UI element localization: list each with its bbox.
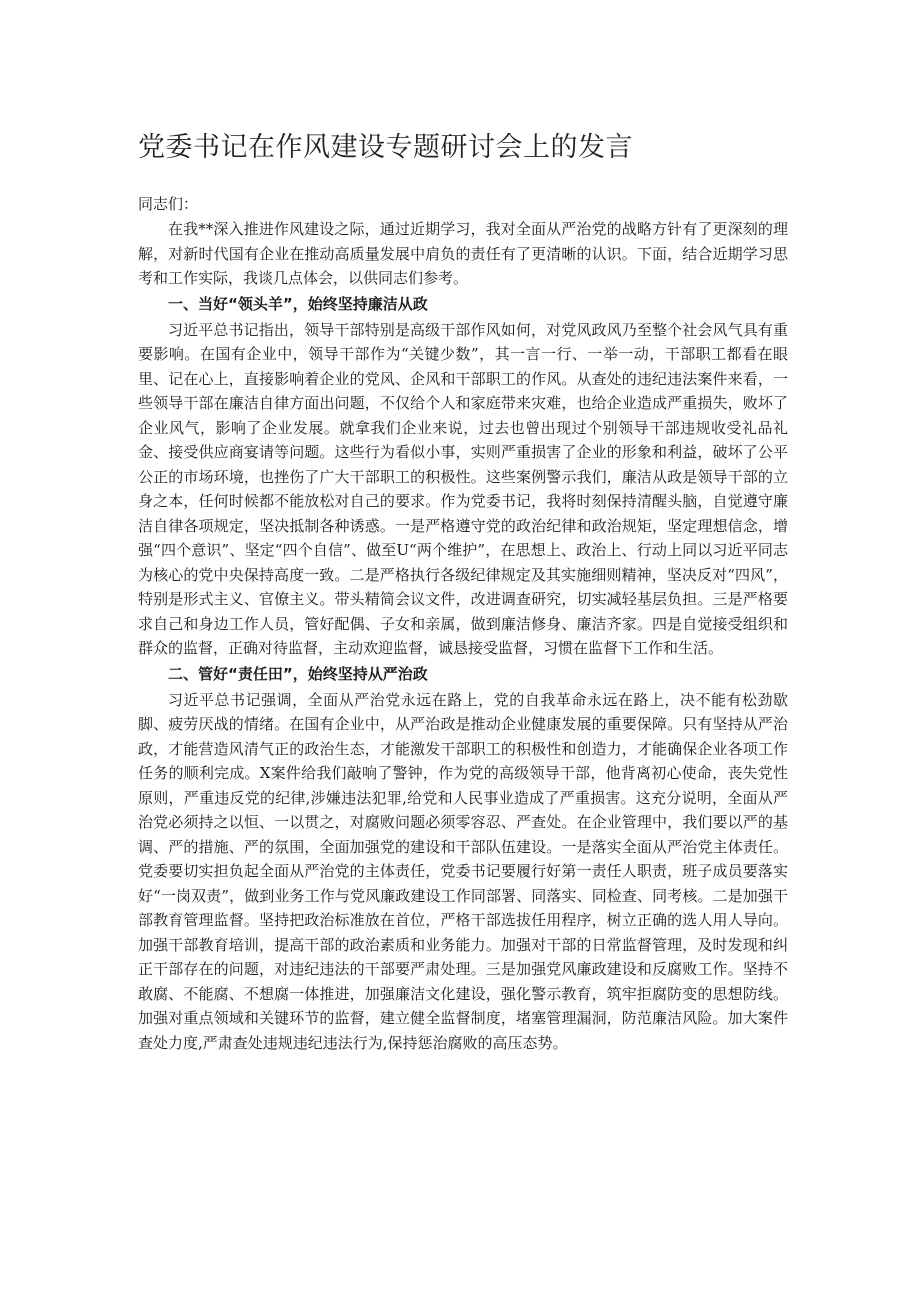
intro-paragraph: 在我**深入推进作风建设之际，通过近期学习，我对全面从严治党的战略方针有了更深刻的理解，对新时代国有企业在推动高质量发展中肩负的责任有了更清晰的认识。下面，结合近期学习思考和工作实际，我谈几点体会，以供同志们参考。 <box>138 220 788 287</box>
document-page <box>138 128 788 1055</box>
salutation: 同志们： <box>138 195 199 213</box>
section-1-heading: 一、当好“领头羊”，始终坚持廉洁从政 <box>168 294 428 313</box>
section-1-body: 习近平总书记指出，领导干部特别是高级干部作风如何，对党风政风乃至整个社会风气具有重要影响。在国有企业中，领导干部作为“关键少数”，其一言一行、一举一动，干部职工都看在眼里、记在心上，直接影响着企业的党风、企风和干部职工的作风。从查处的违纪违法案件来看，一些领导干部在廉洁自律方面出问题，不仅给个人和家庭带来灾难，也给企业造成严重损失，败坏了企业风气，影响了企业发展。就拿我们企业来说，过去也曾出现过个别领导干部违规收受礼品礼金、接受供应商宴请等问题。这些行为看似小事，实则严重损害了企业的形象和利益，破坏了公平公正的市场环境，也挫伤了广大干部职工的积极性。这些案例警示我们，廉洁从政是领导干部的立身之本，任何时候都不能放松对自己的要求。作为党委书记，我将时刻保持清醒头脑，自觉遵守廉洁自律各项规定，坚决抵制各种诱惑。一是严格遵守党的政治纪律和政治规矩，坚定理想信念，增强“四个意识”、坚定“四个自信”、做至U“两个维护”，在思想上、政治上、行动上同以习近平同志为核心的党中央保持高度一致。二是严格执行各级纪律规定及其实施细则精神，坚决反对“四风”，特别是形式主义、官僚主义。带头精简会议文件，改进调查研究，切实减轻基层负担。三是严格要求自己和身边工作人员，管好配偶、子女和亲属，做到廉洁修身、廉洁齐家。四是自觉接受组织和群众的监督，正确对待监督，主动欢迎监督，诚恳接受监督，习惯在监督下工作和生活。 <box>138 320 788 657</box>
section-2-heading: 二、管好“责任田”，始终坚持从严治政 <box>168 664 428 683</box>
section-2-body: 习近平总书记强调，全面从严治党永远在路上，党的自我革命永远在路上，决不能有松劲歇脚、疲劳厌战的情绪。在国有企业中，从严治政是推动企业健康发展的重要保障。只有坚持从严治政，才能营造风清气正的政治生态，才能激发干部职工的积极性和创造力，才能确保企业各项工作任务的顺利完成。X案件给我们敲响了警钟，作为党的高级领导干部，他背离初心使命，丧失党性原则，严重违反党的纪律,涉嫌违法犯罪,给党和人民事业造成了严重损害。这充分说明，全面从严治党必须持之以恒、一以贯之，对腐败问题必须零容忍、严查处。在企业管理中，我们要以严的基调、严的措施、严的氛围，全面加强党的建设和干部队伍建设。一是落实全面从严治党主体责任。党委要切实担负起全面从严治党的主体责任，党委书记要履行好第一责任人职责，班子成员要落实好“一岗双责”，做到业务工作与党风廉政建设工作同部署、同落实、同检查、同考核。二是加强干部教育管理监督。坚持把政治标准放在首位，严格干部选拔任用程序，树立正确的选人用人导向。加强干部教育培训，提高干部的政治素质和业务能力。加强对干部的日常监督管理，及时发现和纠正干部存在的问题，对违纪违法的干部要严肃处理。三是加强党风廉政建设和反腐败工作。坚持不敢腐、不能腐、不想腐一体推进，加强廉洁文化建设，强化警示教育，筑牢拒腐防变的思想防线。加强对重点领域和关键环节的监督，建立健全监督制度，堵塞管理漏洞，防范廉洁风险。加大案件查处力度,严肃查处违规违纪违法行为,保持惩治腐败的高压态势。 <box>138 690 788 1052</box>
document-title: 党委书记在作风建设专题研讨会上的发言 <box>138 132 633 163</box>
